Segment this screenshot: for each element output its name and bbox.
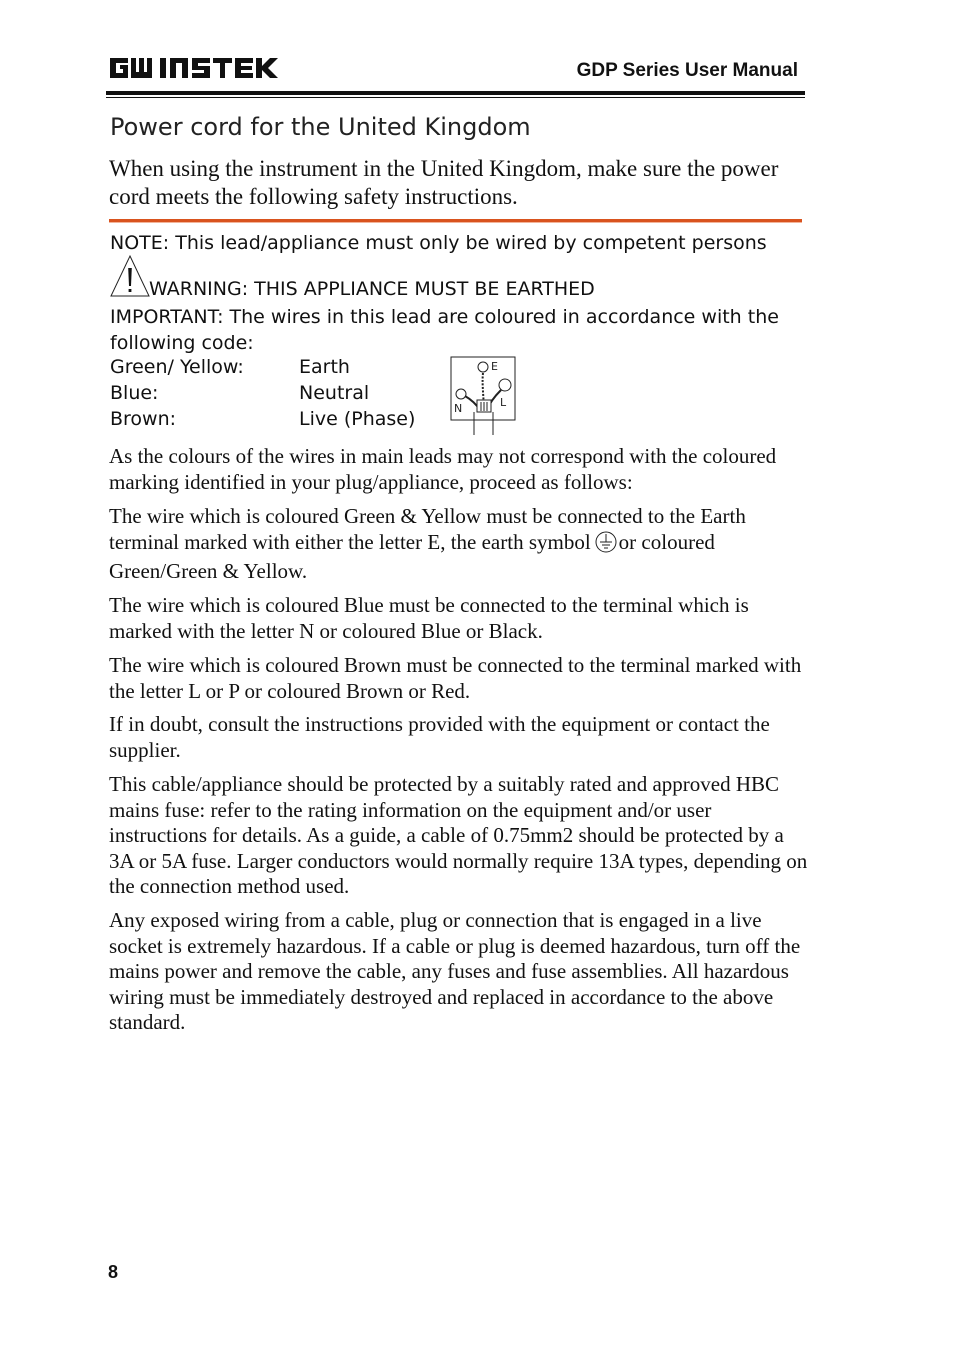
header-rule [106, 91, 805, 95]
wire-code-value-neutral: Neutral [299, 382, 370, 404]
warning-triangle-icon [109, 254, 151, 303]
note-text: NOTE: This lead/appliance must only be wired by competent persons [110, 232, 767, 254]
important-text: IMPORTANT: The wires in this lead are coloured in accordance with the following code: [110, 306, 779, 354]
earth-symbol-icon [595, 531, 617, 560]
intro-paragraph: When using the instrument in the United Kingdom, make sure the power cord meets the following safety instructions. [109, 156, 779, 209]
accent-divider-shadow [109, 222, 802, 223]
paragraph-brown: The wire which is coloured Brown must be connected to the terminal marked with the letter L or P or coloured Brown or Red. [109, 653, 802, 703]
paragraph-blue: The wire which is coloured Blue must be connected to the terminal which is marked with the letter N or coloured Blue or Black. [109, 593, 749, 643]
plug-label-earth: E [491, 360, 498, 373]
wire-code-value-live: Live (Phase) [299, 408, 416, 430]
plug-wiring-icon [450, 356, 518, 441]
paragraph-green-yellow-start: The wire which is coloured Green & Yellow must be connected to the Earth terminal marked with either the letter E, the earth symbol [109, 504, 746, 554]
plug-label-live: L [500, 396, 507, 409]
paragraph-colour-mismatch: As the colours of the wires in main leads may not correspond with the coloured marking identified in your plug/appliance, proceed as follows: [109, 444, 777, 494]
gw-instek-logo [108, 54, 280, 82]
manual-title: GDP Series User Manual [576, 60, 798, 81]
section-title: Power cord for the United Kingdom [110, 113, 531, 141]
paragraph-in-doubt: If in doubt, consult the instructions provided with the equipment or contact the supplier. [109, 712, 770, 762]
paragraph-green-yellow [109, 504, 809, 585]
page-number: 8 [108, 1262, 119, 1282]
paragraph-exposed-wiring: Any exposed wiring from a cable, plug or connection that is engaged in a live socket is extremely hazardous. If a cable or plug is deemed hazardous, turn off the mains power and remove the cable, any fuses and fuse assemblies. All hazardous wiring must be immediately destroyed and replaced in accordance to the above standard. [109, 908, 801, 1034]
wire-code-label-neutral: Blue: [110, 382, 159, 404]
wire-code-label-live: Brown: [110, 408, 177, 430]
header-rule-thin [106, 97, 805, 98]
warning-text: WARNING: THIS APPLIANCE MUST BE EARTHED [149, 278, 595, 300]
paragraph-fuse: This cable/appliance should be protected by a suitably rated and approved HBC mains fuse: refer to the rating information on the equipment and/or user instructions for details. As a guide, a cable of 0.75mm2 should be protected by a 3A or 5A fuse. Larger conductors would normally require 13A types, depending on the connection method used. [109, 772, 808, 898]
wire-code-value-earth: Earth [299, 356, 350, 378]
paragraph-green-yellow-end: or coloured Green/Green & Yellow. [109, 529, 715, 583]
gw-instek-logo-icon [108, 54, 280, 82]
plug-label-neutral: N [454, 402, 463, 415]
wire-code-label-earth: Green/ Yellow: [110, 356, 244, 378]
